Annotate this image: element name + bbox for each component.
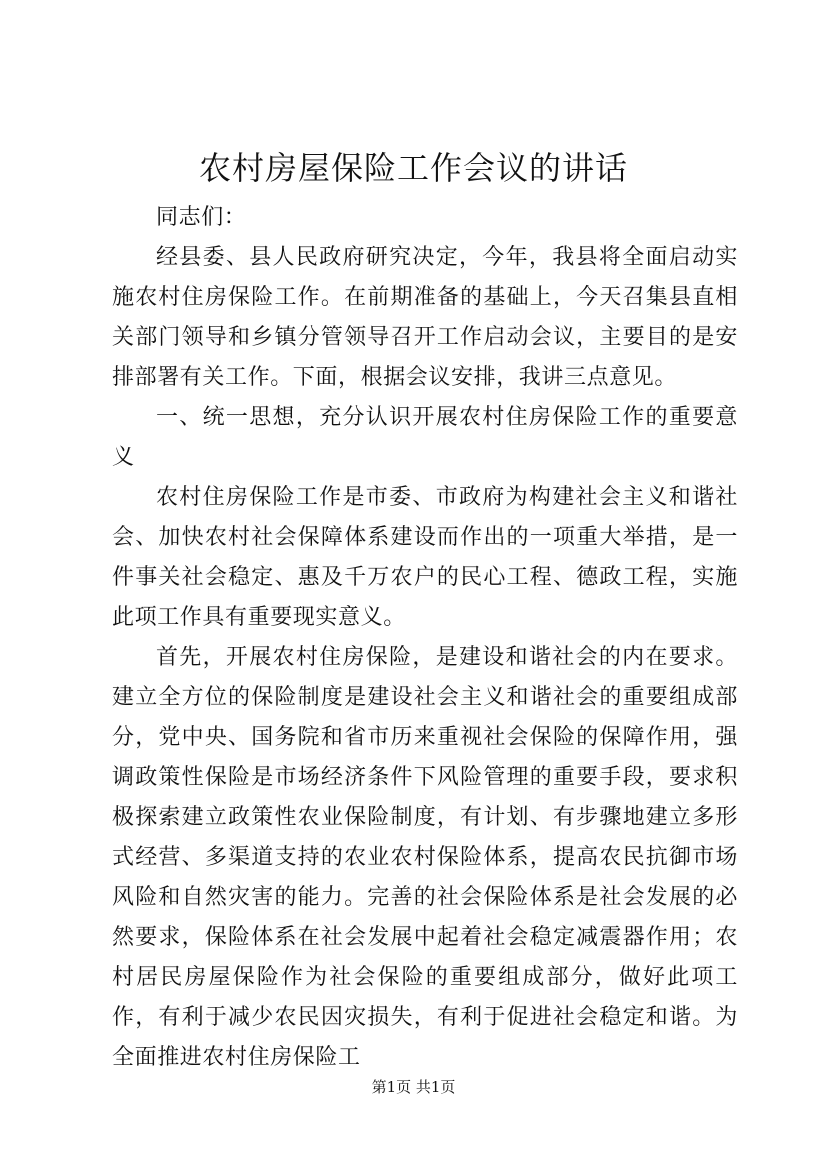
salutation-paragraph: 同志们： — [156, 205, 247, 230]
section-heading: 一、统一思想，充分认识开展农村住房保险工作的重要意义 — [112, 405, 738, 470]
body-paragraph: 首先，开展农村住房保险，是建设和谐社会的内在要求。建立全方位的保险制度是建设社会主义和谐社会的重要组成部分，党中央、国务院和省市历来重视社会保险的保障作用，强调政策性保险是市场经济条件下风险管理的重要手段，要求积极探索建立政策性农业保险制度，有计划、有步骤地建立多形式经营、多渠道支持的农业农村保险体系，提高农民抗御市场风险和自然灾害的能力。完善的社会保险体系是社会发展的必然要求，保险体系在社会发展中起着社会稳定减震器作用；农村居民房屋保险作为社会保险的重要组成部分，做好此项工作，有利于减少农民因灾损失，有利于促进社会稳定和谐。为全面推进农村住房保险工 — [112, 645, 738, 1070]
page-footer: 第1页 共1页 — [371, 1078, 456, 1096]
intro-paragraph: 经县委、县人民政府研究决定，今年，我县将全面启动实施农村住房保险工作。在前期准备的基础上，今天召集县直相关部门领导和乡镇分管领导召开工作启动会议，主要目的是安排部署有关工作。下面，根据会议安排，我讲三点意见。 — [112, 245, 738, 390]
document-title: 农村房屋保险工作会议的讲话 — [198, 149, 628, 187]
document-body — [112, 198, 738, 1078]
body-paragraph: 农村住房保险工作是市委、市政府为构建社会主义和谐社会、加快农村社会保障体系建设而作出的一项重大举措，是一件事关社会稳定、惠及千万农户的民心工程、德政工程，实施此项工作具有重要现实意义。 — [112, 485, 738, 630]
